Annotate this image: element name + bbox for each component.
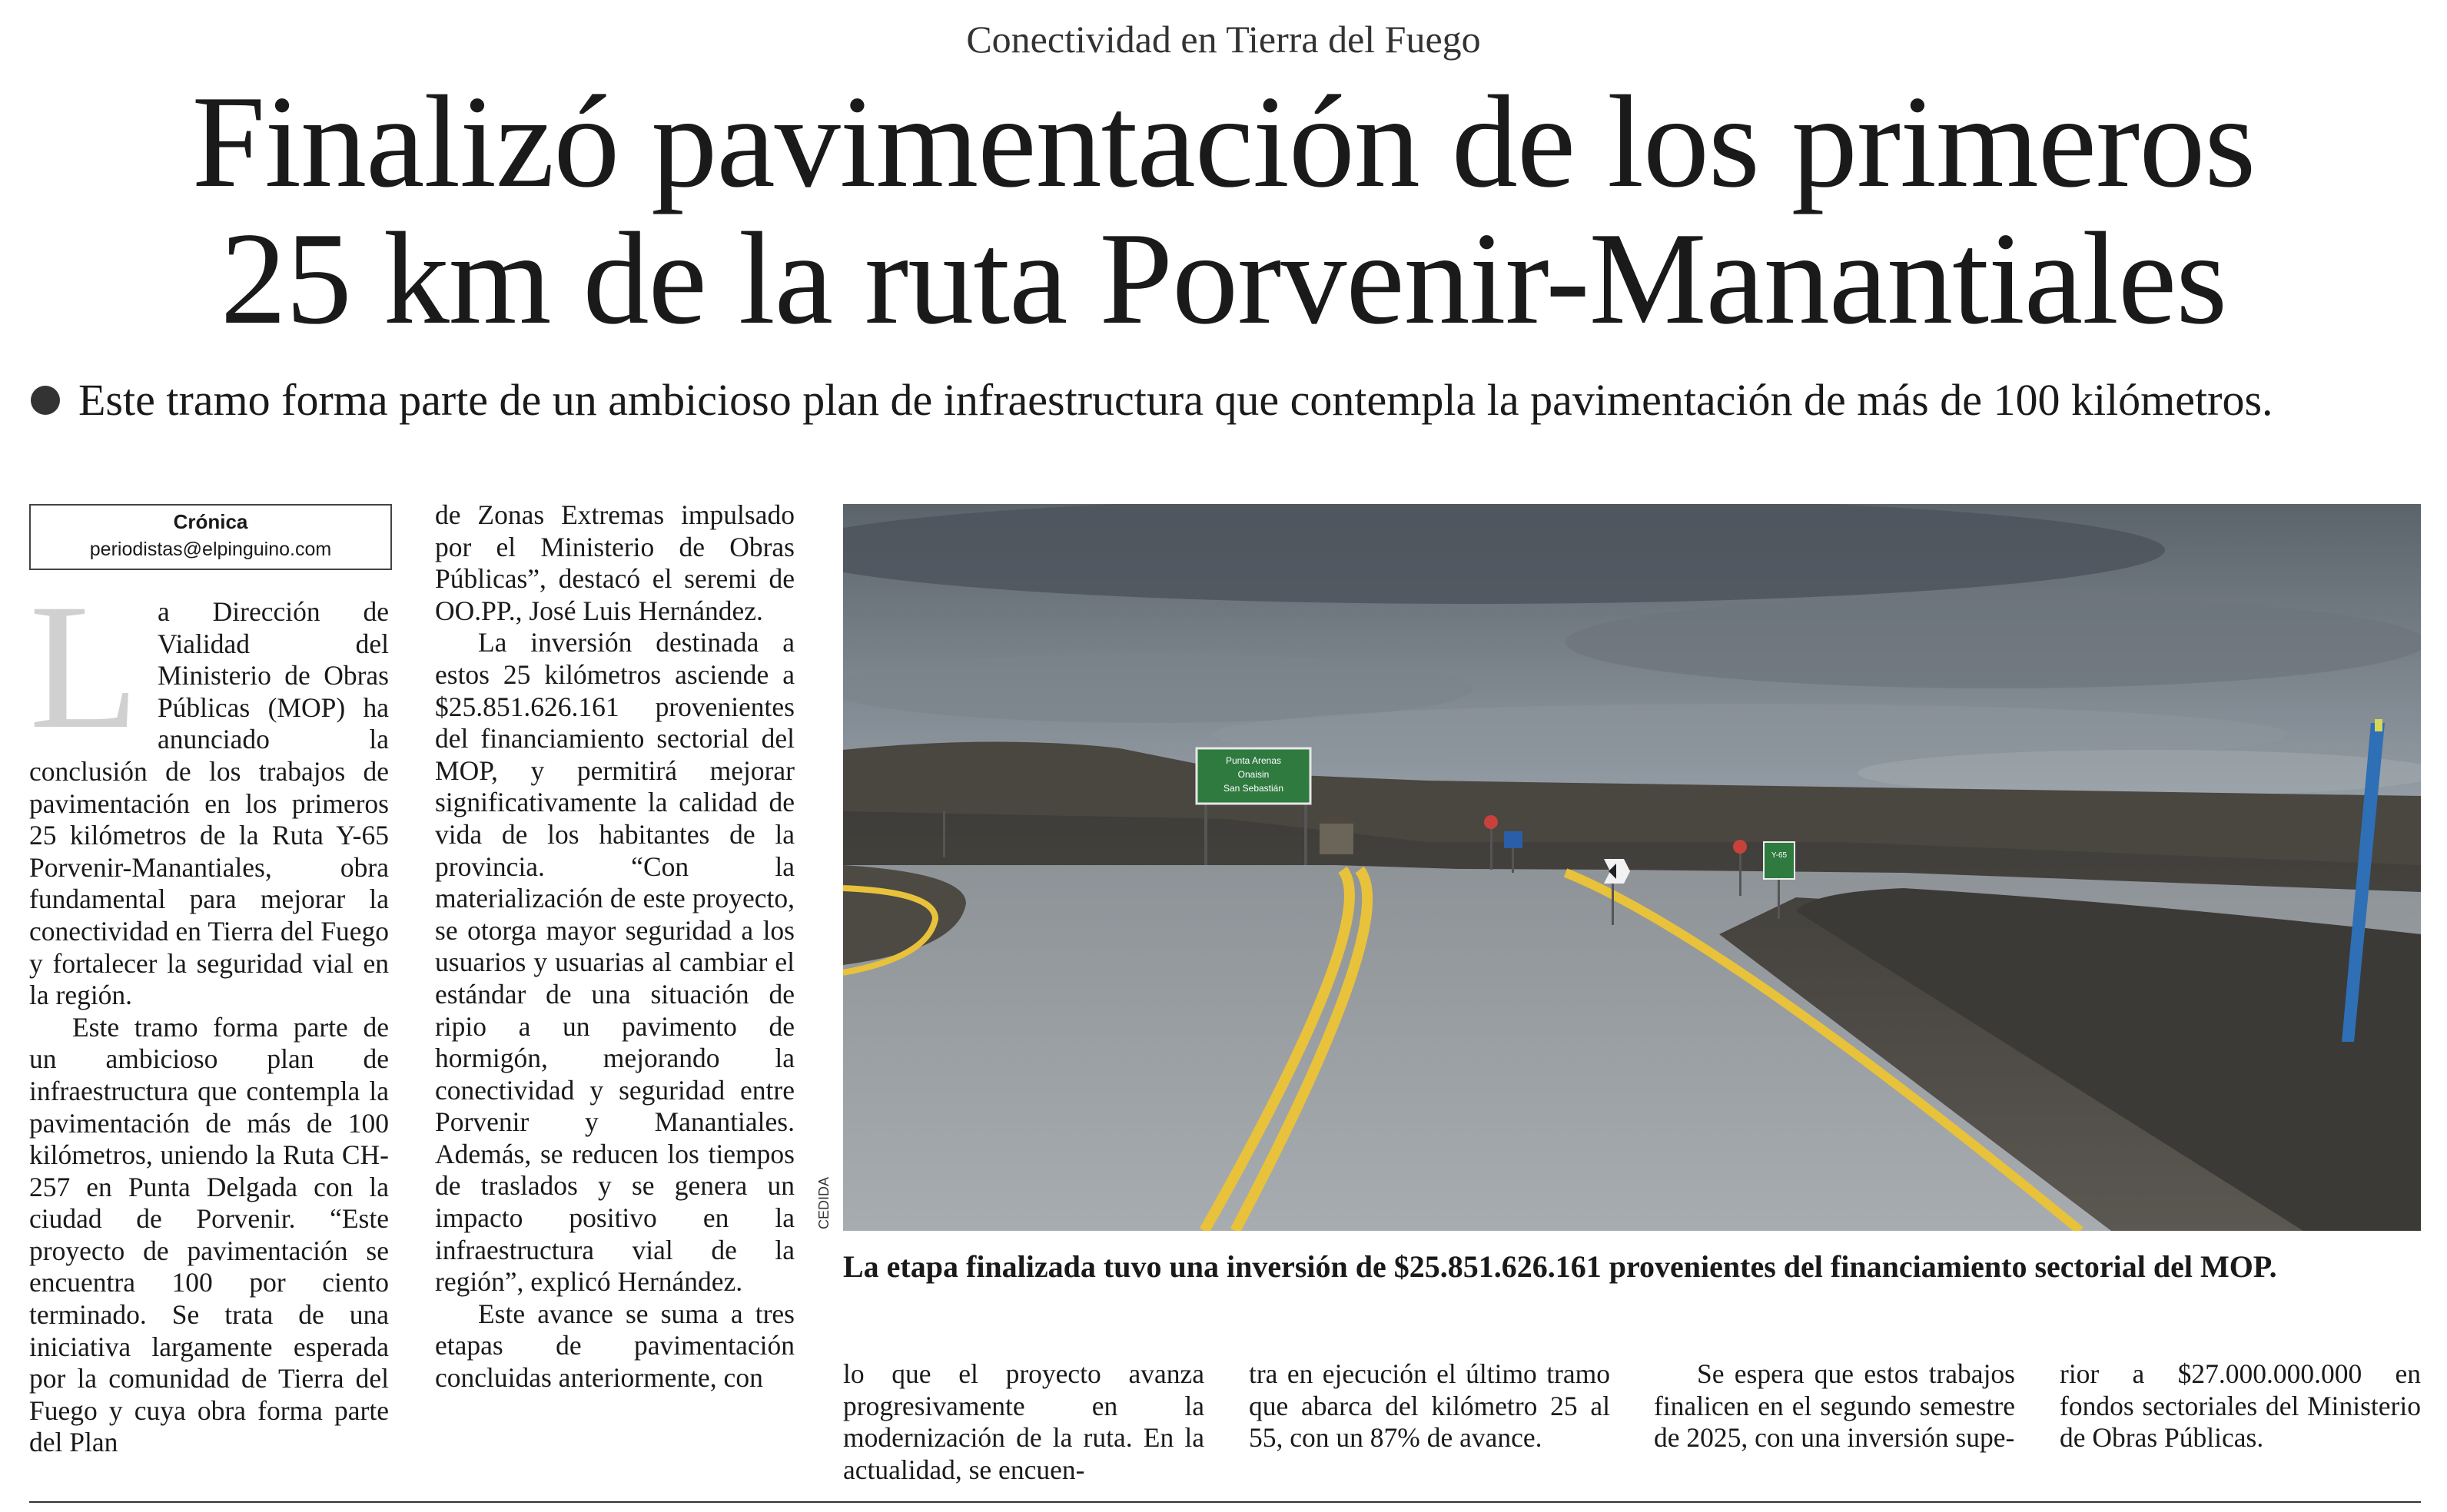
bottom-rule [29,1501,2421,1503]
article-bottom-column-1 [843,1358,1204,1486]
headline [0,69,2447,352]
bottom-text-4: rior a $27.000.000.000 en fondos sectoriales del Ministerio de Obras Públicas. [2060,1358,2421,1454]
bottom-text-2: tra en ejecución el último tramo que abarca del kilómetro 25 al 55, con un 87% de avance. [1249,1358,1610,1454]
road-photo [843,504,2421,1231]
article-paragraph-2-continued: de Zonas Extremas impulsado por el Ministerio de Obras Públicas”, destacó el seremi de OO.PP., José Luis Hernández. [435,499,795,626]
sign-text-2: Onaisin [1237,769,1270,780]
article-paragraph-4: Este avance se suma a tres etapas de pavimentación concluidas anteriormente, con [435,1298,795,1394]
section-kicker: Conectividad en Tierra del Fuego [966,18,1481,61]
km-sign-text: Y-65 [1771,851,1788,860]
drop-cap: L [29,566,139,766]
bullet-icon [31,386,60,415]
sign-text-3: San Sebastián [1223,783,1284,794]
article-bottom-column-2 [1249,1358,1610,1454]
headline-line-1: Finalizó pavimentación de los primeros [191,69,2256,215]
article-paragraph-1 [29,566,389,1012]
article-bottom-column-3 [1654,1358,2015,1454]
article-paragraph-2: Este tramo forma parte de un ambicioso plan de infraestructura que contempla la pavimentación de más de 100 kilómetros, uniendo la Ruta CH-257 en Punta Delgada con la ciudad de Porvenir. “Este proyecto de pavimentación se encuentra 100 por ciento terminado. Se trata de una iniciativa largamente esperada por la comunidad de Tierra del Fuego y cuya obra forma parte del Plan [29,1011,389,1458]
article-column-1 [29,566,389,1459]
article-paragraph-3: La inversión destinada a estos 25 kilómetros asciende a $25.851.626.161 provenientes del financiamiento sectorial del MOP, y permitirá mejorar significativamente la calidad de vida de los habitantes de la provincia. “Con la materialización de este proyecto, se otorga mayor seguridad a los usuarios y usuarias al cambiar el estándar de una situación de ripio a un pavimento de hormigón, mejorando la conectividad y seguridad entre Porvenir y Manantiales. Además, se reducen los tiempos de traslados y se genera un impacto positivo en la infraestructura vial de la región”, explicó Hernández. [435,627,795,1298]
headline-line-2: 25 km de la ruta Porvenir-Manantiales [220,206,2227,352]
paragraph-1-text: a Dirección de Vialidad del Ministerio de Obras Públicas (MOP) ha anunciado la conclusión de los trabajos de pavimentación en los primeros 25 kilómetros de la Ruta Y-65 Porvenir-Manantiales, obra fundamental para mejorar la conectividad en Tierra del Fuego y fortalecer la seguridad vial en la región. [29,596,389,1011]
bottom-text-3: Se espera que estos trabajos finalicen en el segundo semestre de 2025, con una inversión supe- [1654,1358,2015,1454]
sign-text-1: Punta Arenas [1225,755,1282,766]
byline-section: Crónica [173,510,248,533]
photo-credit: CEDIDA [816,1176,832,1229]
deck [31,375,2436,426]
article-bottom-column-4 [2060,1358,2421,1454]
article-column-2 [435,499,795,1394]
bottom-text-1: lo que el proyecto avanza progresivamente en la modernización de la ruta. En la actualidad, se encuen- [843,1358,1204,1485]
byline-box [29,504,392,570]
deck-text: Este tramo forma parte de un ambicioso plan de infraestructura que contempla la pavimentación de más de 100 kilómetros. [78,375,2273,425]
byline-email: periodistas@elpinguino.com [89,539,332,560]
photo-caption: La etapa finalizada tuvo una inversión de $25.851.626.161 provenientes del financiamiento sectorial del MOP. [843,1249,2277,1284]
